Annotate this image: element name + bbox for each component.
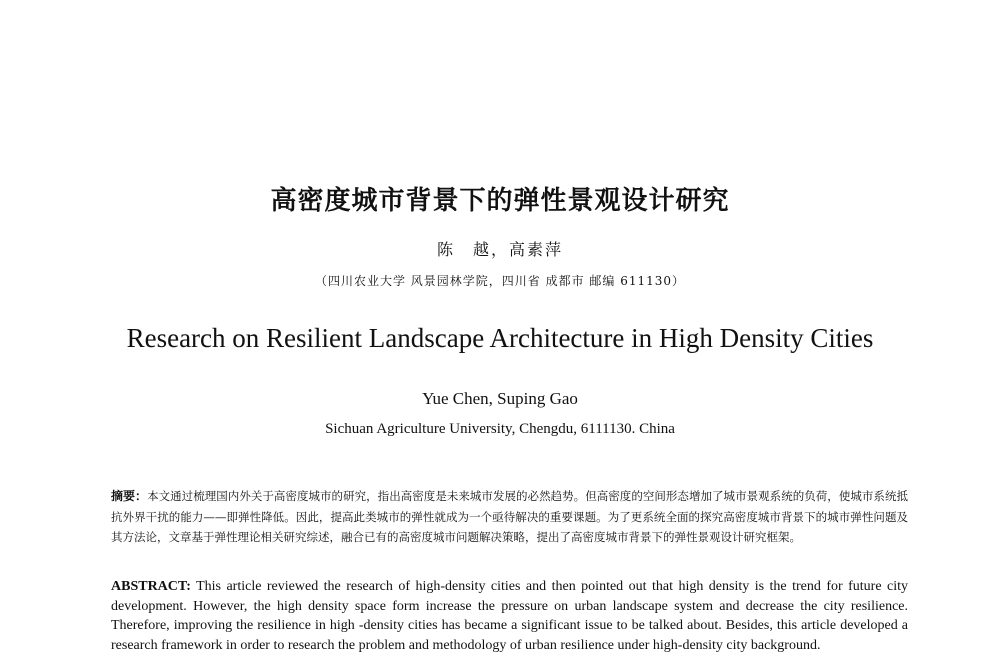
english-abstract — [111, 577, 908, 655]
english-title: Research on Resilient Landscape Architecture in High Density Cities — [126, 323, 874, 353]
english-abstract-text: This article reviewed the research of high-density cities and then pointed out that high density is the trend for future city development. However, the high density space form increase the pressure on urban landscape system and decrease the city resilience. Therefore, improving the resilience in high -density cities has became a significant issue to be talked about. Besides, this article developed a research framework in order to research the problem and methodology of urban resilience under high-density city background. — [111, 579, 908, 653]
english-abstract-label: ABSTRACT: — [111, 579, 191, 594]
english-affiliation: Sichuan Agriculture University, Chengdu, 6111130. China — [325, 421, 675, 437]
chinese-affiliation: （四川农业大学 风景园林学院，四川省 成都市 邮编 611130） — [314, 274, 686, 288]
english-authors: Yue Chen, Suping Gao — [422, 389, 578, 408]
chinese-abstract — [111, 486, 908, 548]
chinese-abstract-label: 摘要： — [111, 489, 148, 503]
chinese-authors: 陈 越，高素萍 — [436, 240, 563, 259]
chinese-title: 高密度城市背景下的弹性景观设计研究 — [270, 186, 730, 216]
chinese-abstract-text: 本文通过梳理国内外关于高密度城市的研究，指出高密度是未来城市发展的必然趋势。但高密度的空间形态增加了城市景观系统的负荷，使城市系统抵抗外界干扰的能力——即弹性降低。因此，提高此类城市的弹性就成为一个亟待解决的重要课题。为了更系统全面的探究高密度城市背景下的城市弹性问题及其方法论，文章基于弹性理论相关研究综述，融合已有的高密度城市问题解决策略，提出了高密度城市背景下的弹性景观设计研究框架。 — [111, 489, 908, 544]
